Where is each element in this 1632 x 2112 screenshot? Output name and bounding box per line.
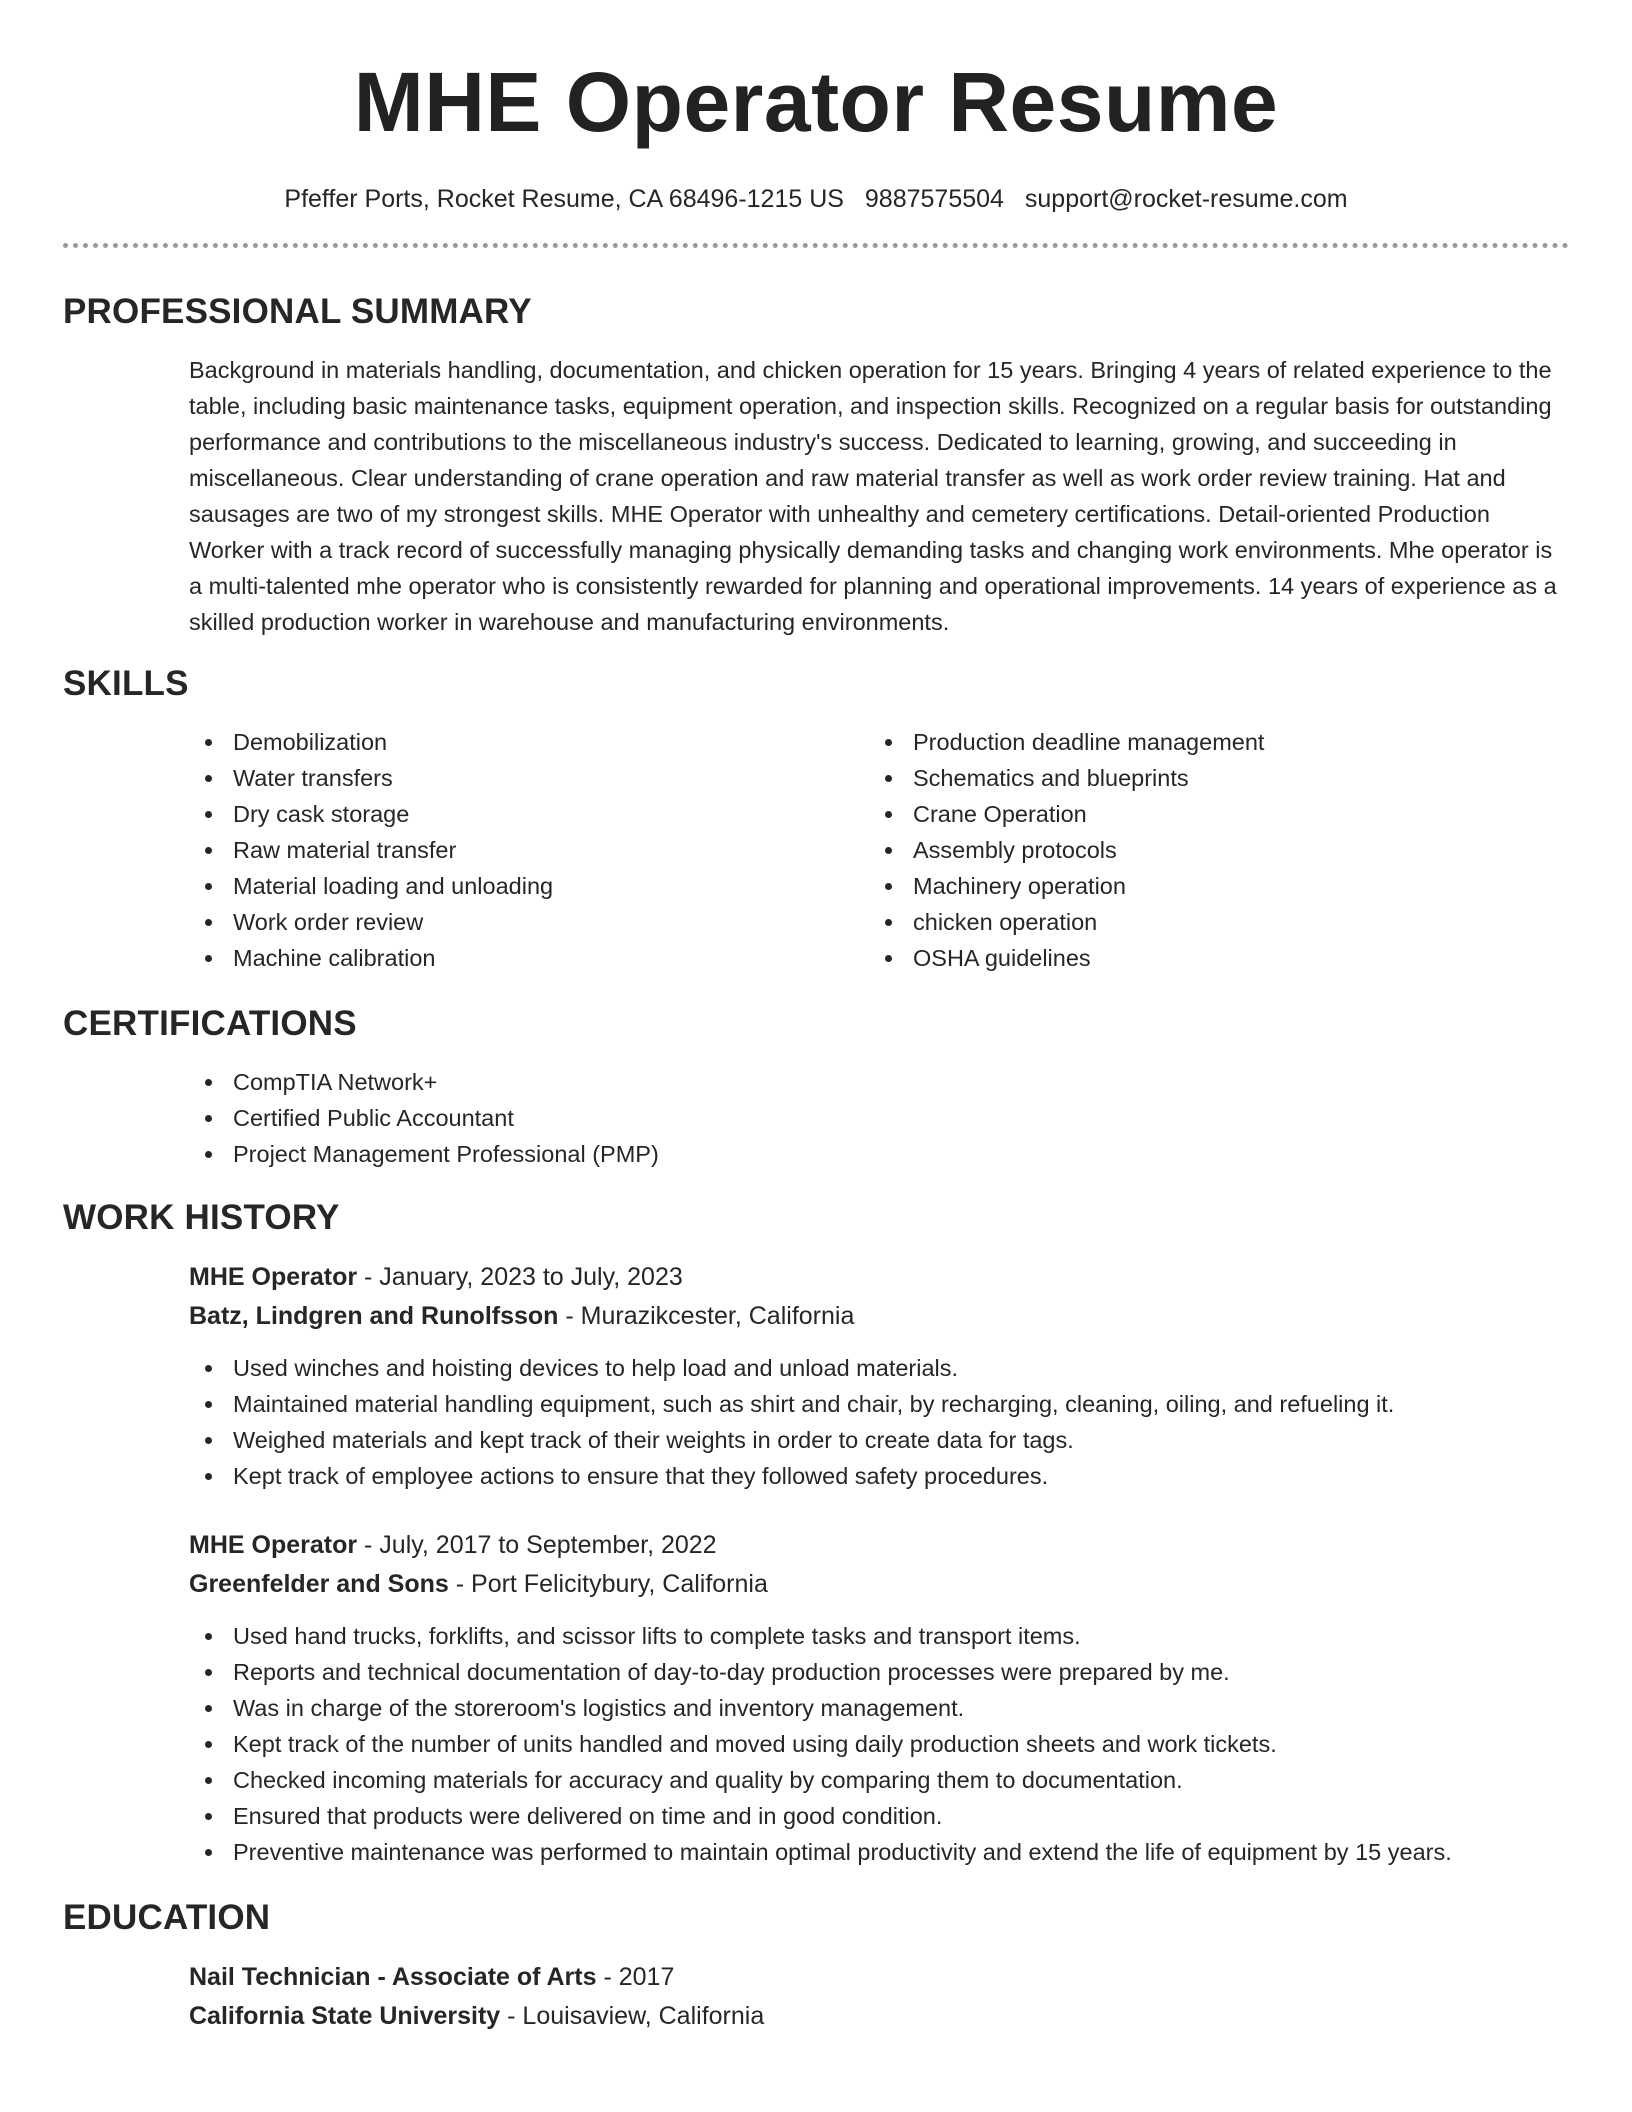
job-location: - Murazikcester, California <box>558 1302 855 1330</box>
skills-heading: SKILLS <box>63 664 189 703</box>
skill-item: Material loading and unloading <box>189 868 869 904</box>
summary-section <box>63 290 1569 640</box>
contact-email: support@rocket-resume.com <box>1024 185 1348 213</box>
job-dates: - July, 2017 to September, 2022 <box>357 1531 717 1559</box>
contact-phone: 9887575504 <box>864 185 1004 213</box>
skill-item: Schematics and blueprints <box>869 760 1549 796</box>
job-bullet: Was in charge of the storeroom's logistics and inventory management. <box>189 1690 1569 1726</box>
job-bullet: Used hand trucks, forklifts, and scissor lifts to complete tasks and transport items. <box>189 1618 1569 1654</box>
job-entry <box>63 1526 1569 1604</box>
skill-item: Raw material transfer <box>189 832 869 868</box>
skill-item: Machinery operation <box>869 868 1549 904</box>
summary-text: Background in materials handling, documentation, and chicken operation for 15 years. Bringing 4 years of related experience to the table, including basic maintenance tasks, equipment operation, and inspection skills. Recognized on a regular basis for outstanding performance and contributions to the miscellaneous industry's success. Dedicated to learning, growing, and succeeding in miscellaneous. Clear understanding of crane operation and raw material transfer as well as work order review training. Hat and sausages are two of my strongest skills. MHE Operator with unhealthy and cemetery certifications. Detail-oriented Production Worker with a track record of successfully managing physically demanding tasks and changing work environments. Mhe operator is a multi-talented mhe operator who is consistently rewarded for planning and operational improvements. 14 years of experience as a skilled production worker in warehouse and manufacturing environments. <box>189 357 1557 635</box>
job-bullet: Preventive maintenance was performed to maintain optimal productivity and extend the life of equipment by 15 years. <box>189 1834 1569 1870</box>
skill-item: OSHA guidelines <box>869 940 1549 976</box>
skill-item: Assembly protocols <box>869 832 1549 868</box>
certifications-list <box>63 1064 1569 1172</box>
job-company-line <box>189 1297 1569 1336</box>
job-title-line <box>189 1258 1569 1297</box>
job-bullet: Weighed materials and kept track of their weights in order to create data for tags. <box>189 1422 1569 1458</box>
skill-item: Dry cask storage <box>189 796 869 832</box>
job-bullet: Checked incoming materials for accuracy and quality by comparing them to documentation. <box>189 1762 1569 1798</box>
skills-list-right <box>869 724 1549 976</box>
skills-grid <box>63 724 1569 976</box>
skill-item: Work order review <box>189 904 869 940</box>
job-dates: - January, 2023 to July, 2023 <box>357 1263 683 1291</box>
certification-item: Project Management Professional (PMP) <box>189 1136 1569 1172</box>
education-heading: EDUCATION <box>63 1898 271 1937</box>
job-company-line <box>189 1565 1569 1604</box>
job-company: Greenfelder and Sons <box>189 1570 449 1598</box>
skill-item: Production deadline management <box>869 724 1549 760</box>
header-divider <box>63 243 1569 248</box>
job-location: - Port Felicitybury, California <box>448 1570 768 1598</box>
education-school: California State University <box>189 2002 501 2030</box>
job-role: MHE Operator <box>189 1263 358 1291</box>
certification-item: Certified Public Accountant <box>189 1100 1569 1136</box>
education-school-line <box>189 1997 1569 2036</box>
job-bullets <box>63 1618 1569 1870</box>
skill-item: Demobilization <box>189 724 869 760</box>
certification-item: CompTIA Network+ <box>189 1064 1569 1100</box>
contact-line <box>63 182 1569 216</box>
skill-item: Crane Operation <box>869 796 1549 832</box>
work-history-heading: WORK HISTORY <box>63 1198 340 1237</box>
job-bullet: Kept track of the number of units handled and moved using daily production sheets and work tickets. <box>189 1726 1569 1762</box>
resume-title: MHE Operator Resume <box>353 55 1279 149</box>
education-entry <box>63 1958 1569 2036</box>
summary-heading: PROFESSIONAL SUMMARY <box>63 292 532 331</box>
job-company: Batz, Lindgren and Runolfsson <box>189 1302 559 1330</box>
job-title-line <box>189 1526 1569 1565</box>
education-degree-line <box>189 1958 1569 1997</box>
certifications-heading: CERTIFICATIONS <box>63 1004 357 1043</box>
skill-item: Water transfers <box>189 760 869 796</box>
skills-list-left <box>189 724 869 976</box>
skill-item: Machine calibration <box>189 940 869 976</box>
certifications-section <box>63 1002 1569 1172</box>
education-degree: Nail Technician - Associate of Arts <box>189 1963 597 1991</box>
education-year: - 2017 <box>596 1963 675 1991</box>
education-location: - Louisaview, California <box>500 2002 765 2030</box>
skill-item: chicken operation <box>869 904 1549 940</box>
education-section <box>63 1896 1569 2036</box>
job-bullet: Kept track of employee actions to ensure that they followed safety procedures. <box>189 1458 1569 1494</box>
contact-address: Pfeffer Ports, Rocket Resume, CA 68496-1215 US <box>284 185 844 213</box>
job-bullet: Maintained material handling equipment, such as shirt and chair, by recharging, cleaning, oiling, and refueling it. <box>189 1386 1569 1422</box>
job-bullet: Reports and technical documentation of day-to-day production processes were prepared by me. <box>189 1654 1569 1690</box>
work-history-section <box>63 1196 1569 1870</box>
job-bullets <box>63 1350 1569 1494</box>
job-bullet: Used winches and hoisting devices to help load and unload materials. <box>189 1350 1569 1386</box>
job-role: MHE Operator <box>189 1531 358 1559</box>
skills-section <box>63 662 1569 976</box>
job-entry <box>63 1258 1569 1336</box>
job-bullet: Ensured that products were delivered on time and in good condition. <box>189 1798 1569 1834</box>
